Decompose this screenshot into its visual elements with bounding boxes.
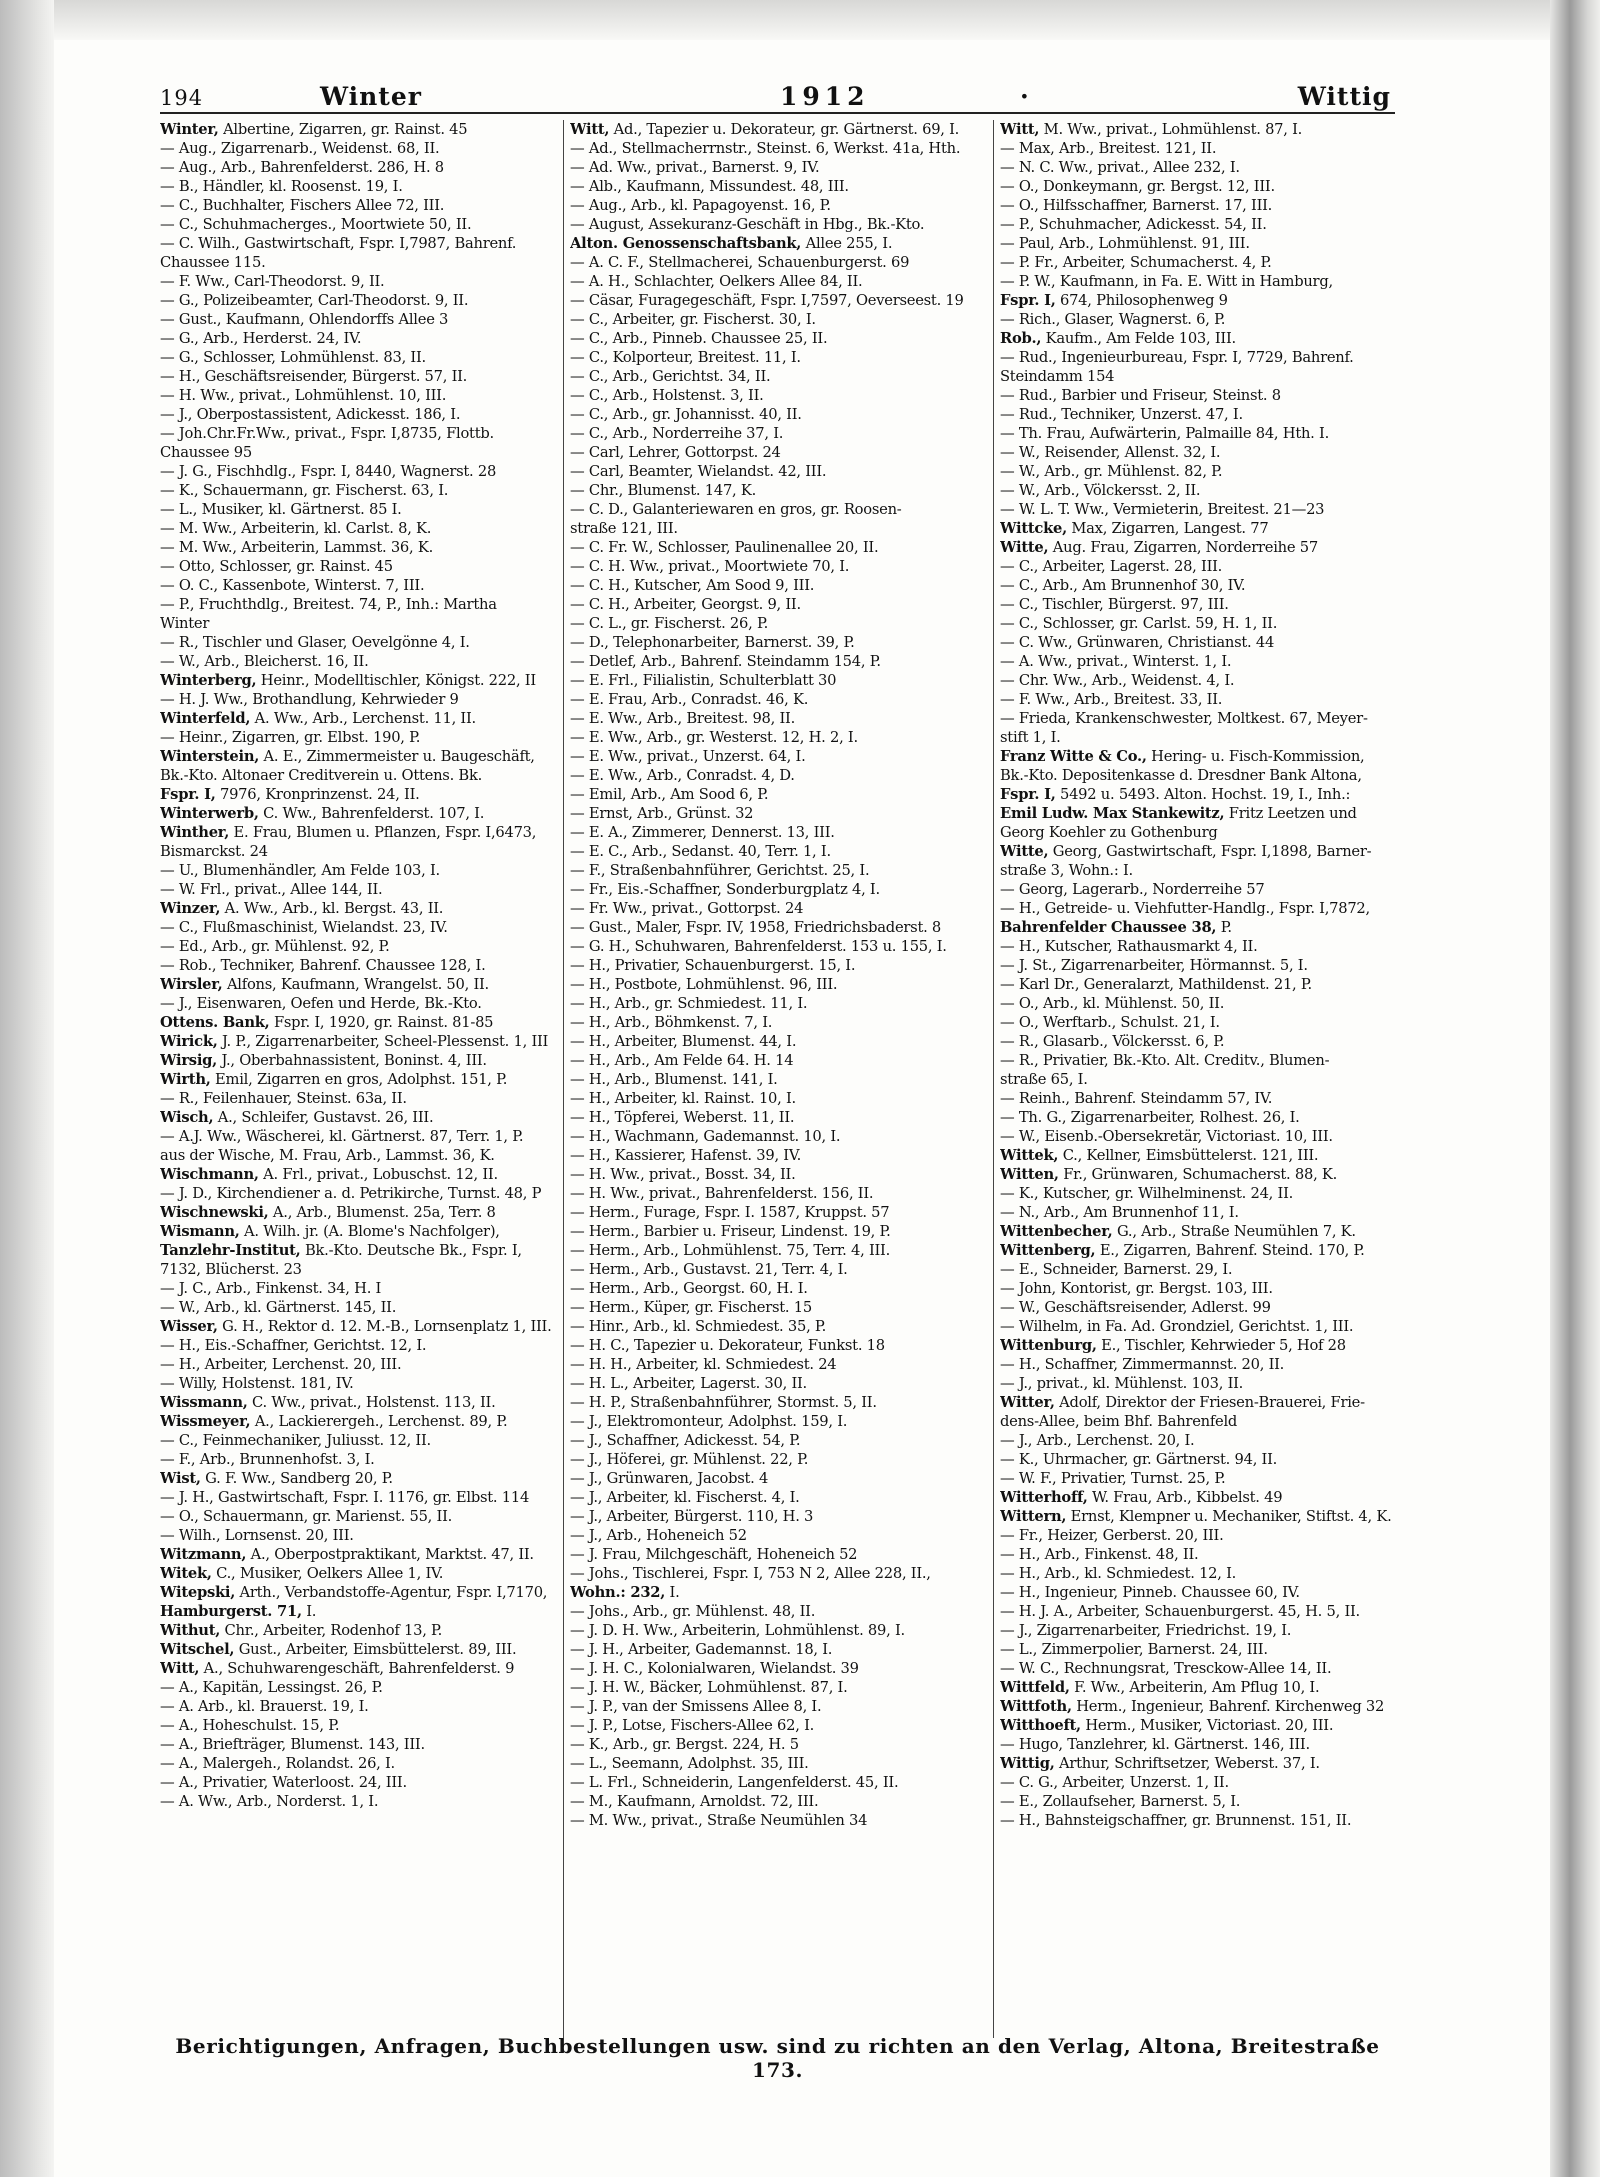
directory-entry: — C., Arb., gr. Johannisst. 40, II. (570, 406, 802, 423)
directory-entry: — C., Tischler, Bürgerst. 97, III. (1000, 596, 1229, 613)
column-3 (1000, 120, 1395, 2038)
directory-entry: — H., Arbeiter, Lerchenst. 20, III. (160, 1356, 402, 1373)
directory-entry: — Wilh., Lornsenst. 20, III. (160, 1527, 354, 1544)
directory-entry: — M., Kaufmann, Arnoldst. 72, III. (570, 1793, 819, 1810)
directory-entry: Winterstein, A. E., Zimmermeister u. Baugeschäft, (160, 748, 535, 765)
directory-entry: — M. Ww., privat., Straße Neumühlen 34 (570, 1812, 868, 1829)
directory-entry: Wischnewski, A., Arb., Blumenst. 25a, Terr. 8 (160, 1204, 496, 1221)
directory-entry: — Herm., Küper, gr. Fischerst. 15 (570, 1299, 812, 1316)
directory-entry: — J., Oberpostassistent, Adickesst. 186, I. (160, 406, 461, 423)
directory-entry: — E. A., Zimmerer, Dennerst. 13, III. (570, 824, 835, 841)
directory-entry: — C., Feinmechaniker, Juliusst. 12, II. (160, 1432, 431, 1449)
directory-entry: — Detlef, Arb., Bahrenf. Steindamm 154, P. (570, 653, 881, 670)
right-guide-word: Wittig (1297, 82, 1391, 111)
directory-entry: — Herm., Arb., Gustavst. 21, Terr. 4, I. (570, 1261, 848, 1278)
directory-entry: — O., Arb., kl. Mühlenst. 50, II. (1000, 995, 1225, 1012)
directory-entry: — B., Händler, kl. Roosenst. 19, I. (160, 178, 403, 195)
directory-entry: — G., Schlosser, Lohmühlenst. 83, II. (160, 349, 426, 366)
column-2 (570, 120, 987, 2038)
directory-entry: — D., Telephonarbeiter, Barnerst. 39, P. (570, 634, 855, 651)
directory-entry: — P. Fr., Arbeiter, Schumacherst. 4, P. (1000, 254, 1272, 271)
directory-entry: — L., Musiker, kl. Gärtnerst. 85 I. (160, 501, 402, 518)
directory-entry: — W., Eisenb.-Obersekretär, Victoriast. 10, III. (1000, 1128, 1333, 1145)
directory-entry: — W., Arb., kl. Gärtnerst. 145, II. (160, 1299, 397, 1316)
directory-entry: — F., Straßenbahnführer, Gerichtst. 25, I. (570, 862, 870, 879)
directory-entry: — W., Geschäftsreisender, Adlerst. 99 (1000, 1299, 1271, 1316)
directory-entry: — Alb., Kaufmann, Missundest. 48, III. (570, 178, 849, 195)
directory-entry: Wittfoth, Herm., Ingenieur, Bahrenf. Kirchenweg 32 (1000, 1698, 1385, 1715)
directory-entry: Wist, G. F. Ww., Sandberg 20, P. (160, 1470, 393, 1487)
directory-entry: — Fr., Heizer, Gerberst. 20, III. (1000, 1527, 1224, 1544)
directory-entry: — E. C., Arb., Sedanst. 40, Terr. 1, I. (570, 843, 831, 860)
directory-entry: — J. Frau, Milchgeschäft, Hoheneich 52 (570, 1546, 858, 1563)
directory-entry: Witthoeft, Herm., Musiker, Victoriast. 20, III. (1000, 1717, 1334, 1734)
directory-entry: Wittfeld, F. Ww., Arbeiterin, Am Pflug 10, I. (1000, 1679, 1320, 1696)
directory-entry: — H. J. Ww., Brothandlung, Kehrwieder 9 (160, 691, 459, 708)
directory-entry: — A.J. Ww., Wäscherei, kl. Gärtnerst. 87, Terr. 1, P. (160, 1128, 524, 1145)
directory-entry: — Herm., Barbier u. Friseur, Lindenst. 19, P. (570, 1223, 891, 1240)
directory-entry: — W. L. T. Ww., Vermieterin, Breitest. 21—23 (1000, 501, 1325, 518)
directory-entry: — H., Arb., gr. Schmiedest. 11, I. (570, 995, 808, 1012)
directory-entry: — H., Arb., Am Felde 64. H. 14 (570, 1052, 794, 1069)
directory-entry: — H., Getreide- u. Viehfutter-Handlg., Fspr. I,7872, (1000, 900, 1370, 917)
directory-entry: — C. H., Arbeiter, Georgst. 9, II. (570, 596, 801, 613)
directory-entry: — E. Ww., Arb., Breitest. 98, II. (570, 710, 796, 727)
directory-entry: — J., Arbeiter, Bürgerst. 110, H. 3 (570, 1508, 814, 1525)
directory-entry: Fspr. I, 7976, Kronprinzenst. 24, II. (160, 786, 420, 803)
directory-entry: — Herm., Arb., Georgst. 60, H. I. (570, 1280, 808, 1297)
directory-entry: Steindamm 154 (1000, 368, 1115, 385)
directory-entry: — Hugo, Tanzlehrer, kl. Gärtnerst. 146, III. (1000, 1736, 1310, 1753)
directory-entry: — W., Arb., Völckersst. 2, II. (1000, 482, 1201, 499)
directory-entry: — A., Kapitän, Lessingst. 26, P. (160, 1679, 383, 1696)
directory-entry: Winzer, A. Ww., Arb., kl. Bergst. 43, II. (160, 900, 444, 917)
directory-entry: Chaussee 115. (160, 254, 266, 271)
directory-entry: — Ed., Arb., gr. Mühlenst. 92, P. (160, 938, 390, 955)
directory-entry: — M. Ww., Arbeiterin, Lammst. 36, K. (160, 539, 434, 556)
directory-entry: — C. H., Kutscher, Am Sood 9, III. (570, 577, 815, 594)
directory-entry: — C., Arbeiter, Lagerst. 28, III. (1000, 558, 1223, 575)
directory-entry: — Wilhelm, in Fa. Ad. Grondziel, Gerichtst. 1, III. (1000, 1318, 1354, 1335)
directory-entry: — U., Blumenhändler, Am Felde 103, I. (160, 862, 440, 879)
directory-entry: — R., Tischler und Glaser, Oevelgönne 4, I. (160, 634, 470, 651)
directory-entry: — K., Uhrmacher, gr. Gärtnerst. 94, II. (1000, 1451, 1278, 1468)
directory-entry: — J., privat., kl. Mühlenst. 103, II. (1000, 1375, 1244, 1392)
directory-entry: — J. St., Zigarrenarbeiter, Hörmannst. 5, I. (1000, 957, 1308, 974)
directory-entry: — H. L., Arbeiter, Lagerst. 30, II. (570, 1375, 807, 1392)
directory-entry: — R., Glasarb., Völckersst. 6, P. (1000, 1033, 1225, 1050)
directory-entry: — H., Ingenieur, Pinneb. Chaussee 60, IV. (1000, 1584, 1300, 1601)
directory-entry: — H. J. A., Arbeiter, Schauenburgerst. 45, H. 5, II. (1000, 1603, 1360, 1620)
directory-entry: — Cäsar, Furagegeschäft, Fspr. I,7597, Oeverseest. 19 (570, 292, 964, 309)
directory-entry: — W. C., Rechnungsrat, Tresckow-Allee 14, II. (1000, 1660, 1332, 1677)
directory-entry: — C., Arb., Holstenst. 3, II. (570, 387, 764, 404)
directory-entry: — Otto, Schlosser, gr. Rainst. 45 (160, 558, 393, 575)
directory-entry: — J. D., Kirchendiener a. d. Petrikirche, Turnst. 48, P (160, 1185, 542, 1202)
directory-entry: Winterfeld, A. Ww., Arb., Lerchenst. 11, II. (160, 710, 476, 727)
directory-entry: — Th. G., Zigarrenarbeiter, Rolhest. 26, I. (1000, 1109, 1300, 1126)
directory-entry: — C., Arb., Am Brunnenhof 30, IV. (1000, 577, 1246, 594)
directory-entry: Wischmann, A. Frl., privat., Lobuschst. 12, II. (160, 1166, 498, 1183)
directory-entry: — C., Arbeiter, gr. Fischerst. 30, I. (570, 311, 816, 328)
directory-entry: — Heinr., Zigarren, gr. Elbst. 190, P. (160, 729, 421, 746)
directory-entry: — K., Schauermann, gr. Fischerst. 63, I. (160, 482, 449, 499)
directory-entry: — C. Wilh., Gastwirtschaft, Fspr. I,7987, Bahrenf. (160, 235, 517, 252)
directory-entry: Wisch, A., Schleifer, Gustavst. 26, III. (160, 1109, 434, 1126)
directory-entry: Wittenbecher, G., Arb., Straße Neumühlen 7, K. (1000, 1223, 1356, 1240)
directory-entry: — H., Kutscher, Rathausmarkt 4, II. (1000, 938, 1258, 955)
directory-entry: — J. C., Arb., Finkenst. 34, H. I (160, 1280, 382, 1297)
directory-entry: straße 65, I. (1000, 1071, 1088, 1088)
directory-entry: — C., Schlosser, gr. Carlst. 59, H. 1, II. (1000, 615, 1278, 632)
column-divider (993, 120, 994, 2038)
column-1 (160, 120, 557, 2038)
directory-entry: — H., Arbeiter, kl. Rainst. 10, I. (570, 1090, 796, 1107)
directory-entry: Wirth, Emil, Zigarren en gros, Adolphst. 151, P. (160, 1071, 508, 1088)
directory-entry: Wittenberg, E., Zigarren, Bahrenf. Steind. 170, P. (1000, 1242, 1365, 1259)
directory-entry: Wittig, Arthur, Schriftsetzer, Weberst. 37, I. (1000, 1755, 1320, 1772)
directory-entry: — H., Arb., Finkenst. 48, II. (1000, 1546, 1199, 1563)
directory-entry: — E. Ww., privat., Unzerst. 64, I. (570, 748, 806, 765)
directory-entry: Winterberg, Heinr., Modelltischler, Königst. 222, II (160, 672, 536, 689)
directory-entry: — Emil, Arb., Am Sood 6, P. (570, 786, 769, 803)
directory-entry: — H. Ww., privat., Bahrenfelderst. 156, II. (570, 1185, 874, 1202)
directory-entry: Witte, Georg, Gastwirtschaft, Fspr. I,1898, Barner- (1000, 843, 1372, 860)
directory-entry: — Rob., Techniker, Bahrenf. Chaussee 128, I. (160, 957, 486, 974)
directory-entry: Wittek, C., Kellner, Eimsbüttelerst. 121, III. (1000, 1147, 1319, 1164)
directory-entry: — C., Arb., Norderreihe 37, I. (570, 425, 784, 442)
directory-entry: Franz Witte & Co., Hering- u. Fisch-Kommission, (1000, 748, 1365, 765)
directory-entry: — Max, Arb., Breitest. 121, II. (1000, 140, 1217, 157)
directory-entry: — A. Ww., Arb., Norderst. 1, I. (160, 1793, 379, 1810)
directory-entry: — Reinh., Bahrenf. Steindamm 57, IV. (1000, 1090, 1273, 1107)
directory-entry: — J. P., van der Smissens Allee 8, I. (570, 1698, 822, 1715)
directory-entry: — W., Arb., Bleicherst. 16, II. (160, 653, 369, 670)
directory-entry: — John, Kontorist, gr. Bergst. 103, III. (1000, 1280, 1273, 1297)
directory-entry: — Joh.Chr.Fr.Ww., privat., Fspr. I,8735, Flottb. (160, 425, 494, 442)
directory-entry: — A., Hoheschulst. 15, P. (160, 1717, 340, 1734)
directory-entry: Bismarckst. 24 (160, 843, 268, 860)
directory-entry: — H., Kassierer, Hafenst. 39, IV. (570, 1147, 802, 1164)
directory-entry: — J., Arb., Lerchenst. 20, I. (1000, 1432, 1195, 1449)
directory-entry: — H., Wachmann, Gademannst. 10, I. (570, 1128, 841, 1145)
directory-entry: — Carl, Lehrer, Gottorpst. 24 (570, 444, 781, 461)
directory-entry: — W., Reisender, Allenst. 32, I. (1000, 444, 1221, 461)
directory-entry: Winter, Albertine, Zigarren, gr. Rainst. 45 (160, 121, 468, 138)
directory-entry: straße 121, III. (570, 520, 678, 537)
directory-page (160, 78, 1395, 2038)
directory-entry: stift 1, I. (1000, 729, 1061, 746)
directory-entry: — Herm., Furage, Fspr. I. 1587, Kruppst. 57 (570, 1204, 890, 1221)
directory-entry: — H. Ww., privat., Lohmühlenst. 10, III. (160, 387, 447, 404)
directory-entry: — Paul, Arb., Lohmühlenst. 91, III. (1000, 235, 1250, 252)
directory-entry: — L., Seemann, Adolphst. 35, III. (570, 1755, 809, 1772)
directory-entry: Winterwerb, C. Ww., Bahrenfelderst. 107, I. (160, 805, 485, 822)
directory-entry: — H. Ww., privat., Bosst. 34, II. (570, 1166, 796, 1183)
directory-entry: Winter (160, 615, 210, 632)
directory-entry: Chaussee 95 (160, 444, 252, 461)
directory-entry: — P. W., Kaufmann, in Fa. E. Witt in Hamburg, (1000, 273, 1333, 290)
directory-entry: — J. D. H. Ww., Arbeiterin, Lohmühlenst. 89, I. (570, 1622, 905, 1639)
directory-entry: Witek, C., Musiker, Oelkers Allee 1, IV. (160, 1565, 444, 1582)
directory-entry: — A. Ww., privat., Winterst. 1, I. (1000, 653, 1232, 670)
directory-entry: — W., Arb., gr. Mühlenst. 82, P. (1000, 463, 1223, 480)
directory-entry: — J. H. C., Kolonialwaren, Wielandst. 39 (570, 1660, 859, 1677)
directory-entry: Fspr. I, 674, Philosophenweg 9 (1000, 292, 1228, 309)
directory-entry: Bk.-Kto. Altonaer Creditverein u. Ottens. Bk. (160, 767, 483, 784)
directory-entry: — J. H., Gastwirtschaft, Fspr. I. 1176, gr. Elbst. 114 (160, 1489, 530, 1506)
directory-entry: straße 3, Wohn.: I. (1000, 862, 1133, 879)
directory-entry: — O., Hilfsschaffner, Barnerst. 17, III. (1000, 197, 1273, 214)
directory-entry: — Fr., Eis.-Schaffner, Sonderburgplatz 4, I. (570, 881, 880, 898)
directory-entry: — A. C. F., Stellmacherei, Schauenburgerst. 69 (570, 254, 910, 271)
year-heading: 1912 (780, 82, 870, 111)
directory-entry: Witter, Adolf, Direktor der Friesen-Brauerei, Frie- (1000, 1394, 1365, 1411)
directory-entry: Wismann, A. Wilh. jr. (A. Blome's Nachfolger), (160, 1223, 500, 1240)
directory-entry: — C., Kolporteur, Breitest. 11, I. (570, 349, 801, 366)
directory-entry: — H., Arb., Böhmkenst. 7, I. (570, 1014, 773, 1031)
directory-entry: Wittern, Ernst, Klempner u. Mechaniker, Stiftst. 4, K. (1000, 1508, 1392, 1525)
directory-entry: Witt, Ad., Tapezier u. Dekorateur, gr. Gärtnerst. 69, I. (570, 121, 960, 138)
directory-entry: — Johs., Arb., gr. Mühlenst. 48, II. (570, 1603, 816, 1620)
directory-entry: — H. H., Arbeiter, kl. Schmiedest. 24 (570, 1356, 837, 1373)
directory-entry: — J., Elektromonteur, Adolphst. 159, I. (570, 1413, 848, 1430)
directory-entry: — R., Feilenhauer, Steinst. 63a, II. (160, 1090, 407, 1107)
directory-entry: Witte, Aug. Frau, Zigarren, Norderreihe 57 (1000, 539, 1318, 556)
directory-entry: — Fr. Ww., privat., Gottorpst. 24 (570, 900, 804, 917)
directory-entry: — C., Buchhalter, Fischers Allee 72, III. (160, 197, 445, 214)
directory-entry: — C. H. Ww., privat., Moortwiete 70, I. (570, 558, 850, 575)
directory-entry: Wittcke, Max, Zigarren, Langest. 77 (1000, 520, 1269, 537)
directory-entry: — K., Arb., gr. Bergst. 224, H. 5 (570, 1736, 799, 1753)
directory-entry: Ottens. Bank, Fspr. I, 1920, gr. Rainst. 81-85 (160, 1014, 494, 1031)
publisher-footer: Berichtigungen, Anfragen, Buchbestellungen usw. sind zu richten an den Verlag, Altona, Breitestraße 173. (175, 2034, 1380, 2082)
directory-entry: — J., Arbeiter, kl. Fischerst. 4, I. (570, 1489, 800, 1506)
directory-entry: Alton. Genossenschaftsbank, Allee 255, I. (570, 235, 893, 252)
directory-entry: — E. Frau, Arb., Conradst. 46, K. (570, 691, 809, 708)
directory-entry: — Chr., Blumenst. 147, K. (570, 482, 757, 499)
directory-entry: — A., Privatier, Waterloost. 24, III. (160, 1774, 407, 1791)
directory-entry: — H., Arbeiter, Blumenst. 44, I. (570, 1033, 797, 1050)
directory-entry: — P., Schuhmacher, Adickesst. 54, II. (1000, 216, 1267, 233)
directory-entry: — J. P., Lotse, Fischers-Allee 62, I. (570, 1717, 815, 1734)
directory-entry: Wittenburg, E., Tischler, Kehrwieder 5, Hof 28 (1000, 1337, 1346, 1354)
directory-entry: — Aug., Arb., kl. Papagoyenst. 16, P. (570, 197, 831, 214)
directory-entry: — R., Privatier, Bk.-Kto. Alt. Creditv., Blumen- (1000, 1052, 1330, 1069)
directory-entry: Fspr. I, 5492 u. 5493. Alton. Hochst. 19, I., Inh.: (1000, 786, 1351, 803)
directory-entry: — C. G., Arbeiter, Unzerst. 1, II. (1000, 1774, 1229, 1791)
directory-entry: Tanzlehr-Institut, Bk.-Kto. Deutsche Bk., Fspr. I, (160, 1242, 522, 1259)
directory-entry: — E., Zollaufseher, Barnerst. 5, I. (1000, 1793, 1241, 1810)
directory-entry: — G. H., Schuhwaren, Bahrenfelderst. 153 u. 155, I. (570, 938, 947, 955)
directory-entry: — J., Arb., Hoheneich 52 (570, 1527, 747, 1544)
directory-entry: — J. H., Arbeiter, Gademannst. 18, I. (570, 1641, 833, 1658)
directory-entry: — G., Arb., Herderst. 24, IV. (160, 330, 362, 347)
directory-entry: — Johs., Tischlerei, Fspr. I, 753 N 2, Allee 228, II., (570, 1565, 931, 1582)
directory-entry: — C., Flußmaschinist, Wielandst. 23, IV. (160, 919, 448, 936)
directory-entry: — Rud., Barbier und Friseur, Steinst. 8 (1000, 387, 1281, 404)
directory-entry: — O., Schauermann, gr. Marienst. 55, II. (160, 1508, 453, 1525)
directory-entry: — H., Schaffner, Zimmermannst. 20, II. (1000, 1356, 1285, 1373)
directory-entry: — C. L., gr. Fischerst. 26, P. (570, 615, 769, 632)
directory-entry: Wohn.: 232, I. (570, 1584, 680, 1601)
column-divider (563, 120, 564, 2038)
directory-entry: Emil Ludw. Max Stankewitz, Fritz Leetzen und (1000, 805, 1357, 822)
directory-entry: — H., Geschäftsreisender, Bürgerst. 57, II. (160, 368, 468, 385)
directory-entry: — Ad. Ww., privat., Barnerst. 9, IV. (570, 159, 820, 176)
directory-entry: — A., Malergeh., Rolandst. 26, I. (160, 1755, 395, 1772)
directory-entry: Hamburgerst. 71, I. (160, 1603, 317, 1620)
directory-entry: — H., Privatier, Schauenburgerst. 15, I. (570, 957, 856, 974)
directory-entry: — P., Fruchthdlg., Breitest. 74, P., Inh.: Martha (160, 596, 497, 613)
directory-entry: — K., Kutscher, gr. Wilhelminenst. 24, II. (1000, 1185, 1294, 1202)
directory-entry: — August, Assekuranz-Geschäft in Hbg., Bk.-Kto. (570, 216, 925, 233)
scan-border-top (0, 0, 1600, 40)
directory-entry: — A. Arb., kl. Brauerst. 19, I. (160, 1698, 369, 1715)
directory-entry: — J., Zigarrenarbeiter, Friedrichst. 19, I. (1000, 1622, 1292, 1639)
directory-entry: 7132, Blücherst. 23 (160, 1261, 302, 1278)
directory-entry: — J., Grünwaren, Jacobst. 4 (570, 1470, 769, 1487)
directory-entry: — A. H., Schlachter, Oelkers Allee 84, II. (570, 273, 863, 290)
directory-entry: Witterhoff, W. Frau, Arb., Kibbelst. 49 (1000, 1489, 1283, 1506)
directory-entry: Wirick, J. P., Zigarrenarbeiter, Scheel-Plessenst. 1, III (160, 1033, 549, 1050)
directory-entry: aus der Wische, M. Frau, Arb., Lammst. 36, K. (160, 1147, 495, 1164)
directory-entry: — C., Arb., Gerichtst. 34, II. (570, 368, 771, 385)
directory-entry: — N., Arb., Am Brunnenhof 11, I. (1000, 1204, 1239, 1221)
directory-entry: Witschel, Gust., Arbeiter, Eimsbüttelerst. 89, III. (160, 1641, 517, 1658)
directory-entry: Winther, E. Frau, Blumen u. Pflanzen, Fspr. I,6473, (160, 824, 537, 841)
directory-entry: Georg Koehler zu Gothenburg (1000, 824, 1218, 841)
directory-entry: dens-Allee, beim Bhf. Bahrenfeld (1000, 1413, 1238, 1430)
directory-entry: — Th. Frau, Aufwärterin, Palmaille 84, Hth. I. (1000, 425, 1329, 442)
directory-entry: — J. H. W., Bäcker, Lohmühlenst. 87, I. (570, 1679, 848, 1696)
directory-entry: — F., Arb., Brunnenhofst. 3, I. (160, 1451, 375, 1468)
directory-entry: — O., Werftarb., Schulst. 21, I. (1000, 1014, 1220, 1031)
directory-columns (160, 120, 1395, 2038)
directory-entry: — J., Höferei, gr. Mühlenst. 22, P. (570, 1451, 809, 1468)
directory-entry: Rob., Kaufm., Am Felde 103, III. (1000, 330, 1236, 347)
directory-entry: — N. C. Ww., privat., Allee 232, I. (1000, 159, 1240, 176)
directory-entry: Witt, A., Schuhwarengeschäft, Bahrenfelderst. 9 (160, 1660, 515, 1677)
directory-entry: — Aug., Arb., Bahrenfelderst. 286, H. 8 (160, 159, 444, 176)
directory-entry: — Georg, Lagerarb., Norderreihe 57 (1000, 881, 1265, 898)
directory-entry: Witten, Fr., Grünwaren, Schumacherst. 88, K. (1000, 1166, 1338, 1183)
directory-entry: — E. Ww., Arb., Conradst. 4, D. (570, 767, 795, 784)
header-separator: · (1020, 82, 1030, 111)
directory-entry: Witepski, Arth., Verbandstoffe-Agentur, Fspr. I,7170, (160, 1584, 548, 1601)
directory-entry: Withut, Chr., Arbeiter, Rodenhof 13, P. (160, 1622, 443, 1639)
left-guide-word: Winter (320, 82, 422, 111)
directory-entry: — H., Postbote, Lohmühlenst. 96, III. (570, 976, 838, 993)
scan-border-left (0, 0, 54, 2177)
directory-entry: — H., Eis.-Schaffner, Gerichtst. 12, I. (160, 1337, 427, 1354)
directory-entry: — H. C., Tapezier u. Dekorateur, Funkst. 18 (570, 1337, 885, 1354)
directory-entry: — G., Polizeibeamter, Carl-Theodorst. 9, II. (160, 292, 469, 309)
directory-entry: — H. P., Straßenbahnführer, Stormst. 5, II. (570, 1394, 877, 1411)
directory-entry: — Rud., Ingenieurbureau, Fspr. I, 7729, Bahrenf. (1000, 349, 1354, 366)
directory-entry: — J., Schaffner, Adickesst. 54, P. (570, 1432, 801, 1449)
directory-entry: — O., Donkeymann, gr. Bergst. 12, III. (1000, 178, 1275, 195)
directory-entry: Witzmann, A., Oberpostpraktikant, Marktst. 47, II. (160, 1546, 534, 1563)
directory-entry: — F. Ww., Carl-Theodorst. 9, II. (160, 273, 385, 290)
directory-entry: — Willy, Holstenst. 181, IV. (160, 1375, 354, 1392)
directory-entry: — Aug., Zigarrenarb., Weidenst. 68, II. (160, 140, 440, 157)
directory-entry: — Karl Dr., Generalarzt, Mathildenst. 21, P. (1000, 976, 1312, 993)
directory-entry: — Rich., Glaser, Wagnerst. 6, P. (1000, 311, 1226, 328)
directory-entry: — Herm., Arb., Lohmühlenst. 75, Terr. 4, III. (570, 1242, 891, 1259)
directory-entry: — L. Frl., Schneiderin, Langenfelderst. 45, II. (570, 1774, 899, 1791)
directory-entry: — W. F., Privatier, Turnst. 25, P. (1000, 1470, 1226, 1487)
directory-entry: — Chr. Ww., Arb., Weidenst. 4, I. (1000, 672, 1235, 689)
directory-entry: Wisser, G. H., Rektor d. 12. M.-B., Lornsenplatz 1, III. (160, 1318, 552, 1335)
directory-entry: — H., Töpferei, Weberst. 11, II. (570, 1109, 795, 1126)
directory-entry: Wirsig, J., Oberbahnassistent, Boninst. 4, III. (160, 1052, 487, 1069)
directory-entry: Bk.-Kto. Depositenkasse d. Dresdner Bank Altona, (1000, 767, 1362, 784)
directory-entry: — H., Arb., Blumenst. 141, I. (570, 1071, 778, 1088)
directory-entry: — Carl, Beamter, Wielandst. 42, III. (570, 463, 827, 480)
directory-entry: — A., Briefträger, Blumenst. 143, III. (160, 1736, 425, 1753)
directory-entry: — Rud., Techniker, Unzerst. 47, I. (1000, 406, 1243, 423)
directory-entry: — M. Ww., Arbeiterin, kl. Carlst. 8, K. (160, 520, 432, 537)
directory-entry: Wirsler, Alfons, Kaufmann, Wrangelst. 50, II. (160, 976, 489, 993)
directory-entry: — F. Ww., Arb., Breitest. 33, II. (1000, 691, 1223, 708)
directory-entry: — Ernst, Arb., Grünst. 32 (570, 805, 754, 822)
directory-entry: — Gust., Kaufmann, Ohlendorffs Allee 3 (160, 311, 449, 328)
page-header (160, 78, 1395, 114)
directory-entry: — C. D., Galanteriewaren en gros, gr. Roosen- (570, 501, 902, 518)
directory-entry: — W. Frl., privat., Allee 144, II. (160, 881, 383, 898)
directory-entry: Witt, M. Ww., privat., Lohmühlenst. 87, I. (1000, 121, 1303, 138)
directory-entry: — O. C., Kassenbote, Winterst. 7, III. (160, 577, 425, 594)
directory-entry: — E. Ww., Arb., gr. Westerst. 12, H. 2, I. (570, 729, 858, 746)
directory-entry: — Gust., Maler, Fspr. IV, 1958, Friedrichsbaderst. 8 (570, 919, 942, 936)
directory-entry: — C., Arb., Pinneb. Chaussee 25, II. (570, 330, 828, 347)
directory-entry: — L., Zimmerpolier, Barnerst. 24, III. (1000, 1641, 1268, 1658)
directory-entry: — C. Ww., Grünwaren, Christianst. 44 (1000, 634, 1275, 651)
scan-border-right (1550, 0, 1600, 2177)
directory-entry: — Hinr., Arb., kl. Schmiedest. 35, P. (570, 1318, 826, 1335)
directory-entry: — E. Frl., Filialistin, Schulterblatt 30 (570, 672, 837, 689)
directory-entry: — Frieda, Krankenschwester, Moltkest. 67, Meyer- (1000, 710, 1368, 727)
directory-entry: Wissmann, C. Ww., privat., Holstenst. 113, II. (160, 1394, 496, 1411)
directory-entry: — Ad., Stellmacherrnstr., Steinst. 6, Werkst. 41a, Hth. (570, 140, 961, 157)
directory-entry: Bahrenfelder Chaussee 38, P. (1000, 919, 1232, 936)
directory-entry: — C., Schuhmacherges., Moortwiete 50, II. (160, 216, 472, 233)
directory-entry: — E., Schneider, Barnerst. 29, I. (1000, 1261, 1233, 1278)
page-number: 194 (160, 86, 204, 110)
directory-entry: — H., Arb., kl. Schmiedest. 12, I. (1000, 1565, 1237, 1582)
directory-entry: — J., Eisenwaren, Oefen und Herde, Bk.-Kto. (160, 995, 482, 1012)
directory-entry: — C. Fr. W., Schlosser, Paulinenallee 20, II. (570, 539, 879, 556)
directory-entry: Wissmeyer, A., Lackierergeh., Lerchenst. 89, P. (160, 1413, 508, 1430)
directory-entry: — J. G., Fischhdlg., Fspr. I, 8440, Wagnerst. 28 (160, 463, 497, 480)
directory-entry: — H., Bahnsteigschaffner, gr. Brunnenst. 151, II. (1000, 1812, 1352, 1829)
